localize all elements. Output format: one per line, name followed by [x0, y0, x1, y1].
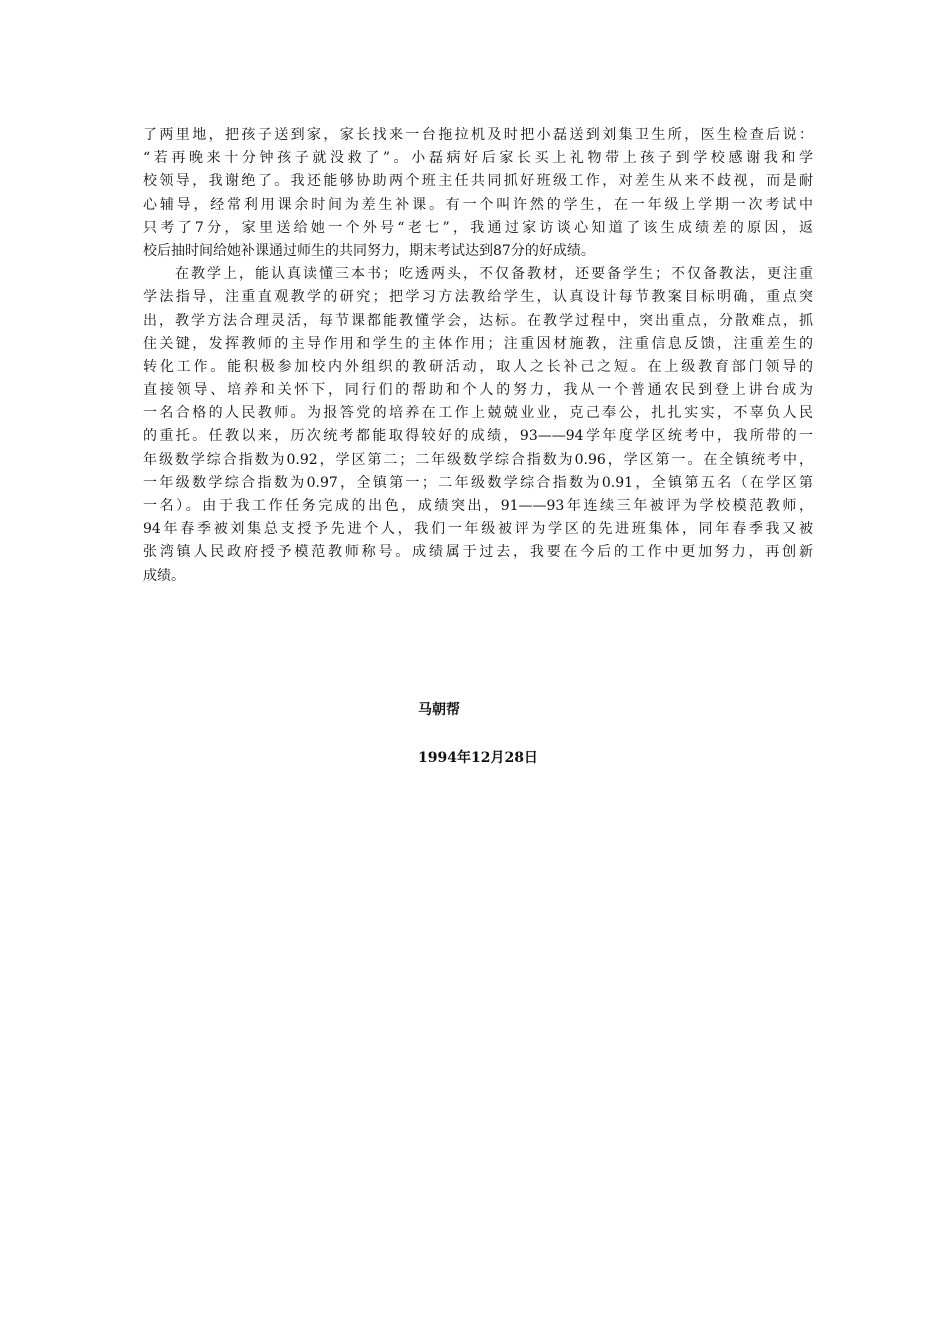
text-line: 在教学上，能认真读懂三本书；吃透两头，不仅备教材，还要备学生；不仅备教法，更注重	[143, 266, 813, 283]
text-line: 成绩。	[143, 567, 185, 584]
text-line: 94年春季被刘集总支授予先进个人，我们一年级被评为学区的先进班集体，同年春季我又被	[143, 521, 813, 538]
text-line: 年级数学综合指数为0.92，学区第二；二年级数学综合指数为0.96，学区第一。在全镇统考中，	[143, 451, 813, 468]
text-line: 一名）。由于我工作任务完成的出色，成绩突出，91——93年连续三年被评为学校模范教师，	[143, 498, 813, 514]
text-line: 学法指导，注重直观教学的研究；把学习方法教给学生，认真设计每节教案目标明确，重点突	[143, 289, 813, 306]
text-line: 心辅导，经常利用课余时间为差生补课。有一个叫许然的学生，在一年级上学期一次考试中	[143, 196, 813, 213]
text-line: 校领导，我谢绝了。我还能够协助两个班主任共同抓好班级工作，对差生从来不歧视，而是耐	[143, 173, 813, 190]
text-line: 了两里地，把孩子送到家，家长找来一台拖拉机及时把小磊送到刘集卫生所，医生检查后说：	[143, 127, 813, 143]
text-line: 只考了7分，家里送给她一个外号“老七”，我通过家访谈心知道了该生成绩差的原因，返	[143, 219, 813, 236]
text-line: 出，教学方法合理灵活，每节课都能教懂学会，达标。在教学过程中，突出重点，分散难点，抓	[143, 312, 813, 329]
text-line: 转化工作。能积极参加校内外组织的教研活动，取人之长补己之短。在上级教育部门领导的	[143, 358, 813, 375]
paragraph-2	[143, 263, 813, 588]
text-line: 直接领导、培养和关怀下，同行们的帮助和个人的努力，我从一个普通农民到登上讲台成为	[143, 382, 813, 399]
document-body	[143, 124, 813, 588]
text-line: 一年级数学综合指数为0.97，全镇第一；二年级数学综合指数为0.91，全镇第五名（在学区第	[143, 474, 813, 491]
signature-date: 1994年12月28日	[418, 750, 538, 766]
text-line: “若再晚来十分钟孩子就没救了”。小磊病好后家长买上礼物带上孩子到学校感谢我和学	[143, 150, 813, 167]
text-line: 住关键，发挥教师的主导作用和学生的主体作用；注重因材施教，注重信息反馈，注重差生的	[143, 335, 813, 352]
text-line: 的重托。任教以来，历次统考都能取得较好的成绩，93——94学年度学区统考中，我所带的一	[143, 428, 813, 445]
text-line: 校后抽时间给她补课通过师生的共同努力，期末考试达到87分的好成绩。	[143, 242, 595, 259]
text-line: 张湾镇人民政府授予模范教师称号。成绩属于过去，我要在今后的工作中更加努力，再创新	[143, 544, 813, 561]
text-line: 一名合格的人民教师。为报答党的培养在工作上兢兢业业，克己奉公，扎扎实实，不辜负人民	[143, 405, 813, 422]
paragraph-1	[143, 124, 813, 263]
signature-name: 马朝帮	[418, 702, 460, 718]
